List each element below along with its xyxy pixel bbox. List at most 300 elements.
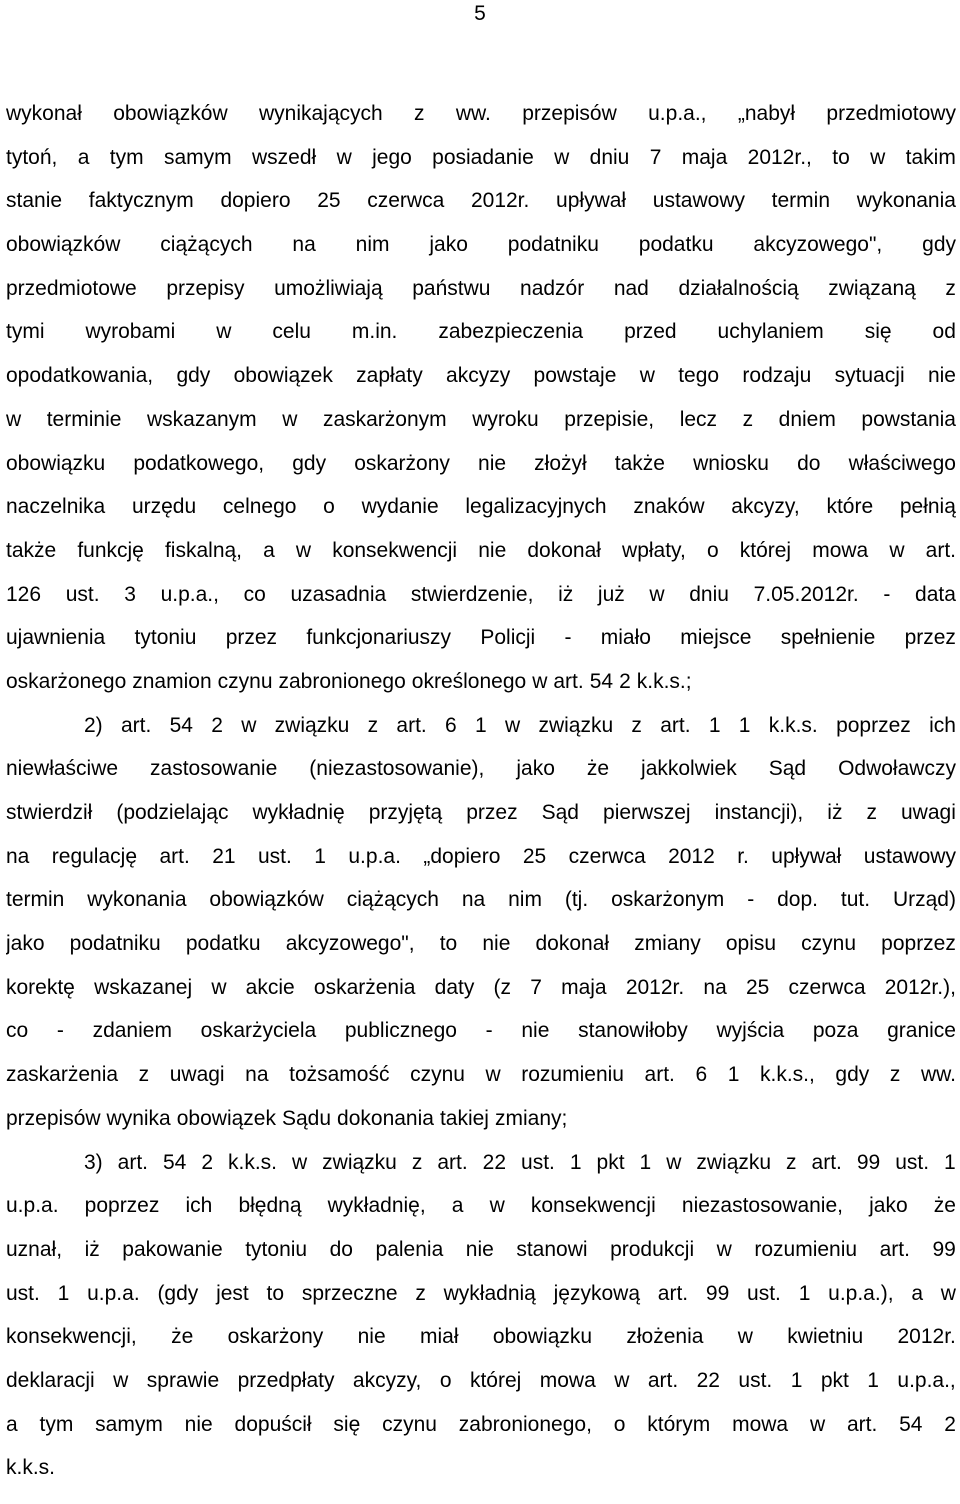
word: wpłaty,	[622, 538, 686, 562]
word: art.	[644, 1063, 675, 1087]
word: zmiany	[634, 932, 701, 956]
word: jego	[372, 145, 412, 169]
word: z	[945, 276, 956, 300]
word: do	[329, 1237, 353, 1261]
word: zdaniem	[92, 1019, 172, 1043]
word: 2012r.	[470, 189, 530, 213]
word: nim	[508, 888, 542, 912]
word: 1	[57, 1281, 70, 1305]
word: stanowi	[516, 1237, 588, 1261]
word: 25	[745, 975, 770, 999]
word: z	[138, 1063, 150, 1087]
word: związku	[322, 1150, 397, 1174]
text-line	[6, 446, 956, 490]
word: na	[6, 844, 30, 868]
word: przez	[904, 626, 956, 650]
word: maja	[561, 975, 607, 999]
word: państwu	[412, 276, 491, 300]
text-line	[6, 664, 956, 708]
word: w	[809, 1412, 826, 1436]
word: -	[485, 1019, 493, 1043]
word: art.	[117, 1150, 149, 1174]
word: 2	[944, 1412, 956, 1436]
word: 7.05.2012r.	[753, 582, 859, 606]
word: dokonał	[535, 932, 610, 956]
word: celnego	[222, 495, 297, 519]
word: przez	[466, 801, 518, 824]
word: w	[241, 713, 257, 737]
word: 2	[201, 1150, 214, 1174]
word: nie	[478, 538, 507, 562]
word: w	[870, 145, 886, 169]
text-line	[6, 1407, 956, 1451]
word: ust.	[65, 582, 100, 606]
word: poprzez	[836, 713, 911, 737]
word: upływał	[771, 844, 842, 868]
text-line	[6, 1188, 956, 1232]
word: 2012r.),	[884, 975, 956, 999]
word: dniu	[589, 145, 630, 169]
word: iż	[558, 582, 574, 606]
word: 99	[705, 1281, 730, 1305]
word: a	[77, 145, 90, 169]
word: daty	[434, 975, 475, 999]
word: dopiero	[220, 189, 291, 213]
word: 25	[317, 189, 341, 213]
word: ust.	[6, 1281, 40, 1305]
word: 2	[619, 669, 631, 693]
page-number: 5	[474, 2, 486, 25]
text-line	[6, 839, 956, 883]
word: 99	[856, 1150, 881, 1174]
word: 1	[569, 1150, 582, 1174]
word: nie	[482, 932, 511, 956]
word: celu	[272, 320, 311, 344]
word: nie	[521, 1019, 550, 1043]
word: zapłaty	[356, 364, 423, 388]
word: że	[171, 1325, 194, 1349]
word: a	[263, 538, 275, 562]
word: 1	[944, 1150, 956, 1174]
word: k.k.s.	[6, 1456, 56, 1480]
word: o	[323, 495, 335, 519]
word: 1	[738, 713, 751, 737]
word: jako	[6, 932, 45, 956]
word: naczelnika	[6, 495, 106, 519]
word: tytoniu	[134, 626, 197, 650]
word: dopuścił	[234, 1412, 312, 1436]
word: -	[564, 626, 572, 650]
word: opisu	[725, 932, 777, 956]
word: opodatkowania,	[6, 364, 154, 388]
word: „dopiero	[423, 844, 501, 868]
word: na	[292, 233, 316, 257]
word: czerwca	[568, 844, 646, 868]
word: 22	[696, 1368, 720, 1392]
word: w	[940, 1281, 956, 1305]
word: 1	[314, 844, 326, 868]
word: 54	[899, 1412, 923, 1436]
word: dniem	[778, 407, 836, 431]
word: iż	[827, 801, 843, 824]
word: pełnią	[899, 495, 956, 519]
word: art.	[437, 1150, 468, 1174]
word: obowiązków	[6, 233, 121, 257]
word: wydanie	[361, 495, 439, 519]
word: powstania	[861, 407, 956, 431]
word: 1	[639, 1150, 652, 1174]
word: w	[336, 145, 352, 169]
word: r.	[737, 844, 749, 868]
word: obowiązek	[176, 1106, 276, 1130]
word: data	[915, 582, 956, 606]
word: 1	[798, 1281, 811, 1305]
word: akcyzy,	[352, 1368, 422, 1392]
word: zaskarżonym	[322, 407, 447, 431]
word: także	[6, 538, 57, 562]
text-line	[6, 227, 956, 271]
word: rozumieniu	[754, 1237, 858, 1261]
word: które	[826, 495, 874, 519]
word: 1	[475, 713, 487, 737]
word: obowiązków	[113, 102, 228, 125]
word: co	[6, 1019, 29, 1043]
word: z	[866, 801, 877, 824]
word: z	[367, 713, 379, 737]
word: art.	[120, 713, 152, 737]
word: gdy	[176, 364, 211, 388]
word: związaną	[828, 276, 916, 300]
text-line	[6, 577, 956, 621]
word: 54	[169, 713, 193, 737]
word: ust.	[738, 1368, 773, 1392]
word: art.	[879, 1237, 910, 1261]
word: sytuacji	[834, 364, 905, 388]
text-line	[6, 402, 956, 446]
word: dokonania	[337, 1106, 434, 1130]
word: w	[6, 407, 22, 431]
word: spełnienie	[780, 626, 876, 650]
word: (podzielając	[116, 801, 229, 824]
text-line	[6, 620, 956, 664]
word: oskarżonego	[6, 669, 127, 693]
word: tego	[678, 364, 720, 388]
word: w	[211, 975, 227, 999]
word: Urząd)	[892, 888, 956, 912]
text-line	[6, 1101, 956, 1145]
word: m.in.	[351, 320, 398, 344]
word: tut.	[840, 888, 871, 912]
text-line	[6, 183, 956, 227]
word: nie	[478, 451, 507, 475]
text-line	[6, 882, 956, 926]
word: stwierdzenie,	[410, 582, 534, 606]
text-line	[6, 1319, 956, 1363]
word: mowa	[812, 538, 869, 562]
word: u.p.a.	[87, 1281, 140, 1305]
word: co	[243, 582, 266, 606]
word: art.	[553, 669, 584, 693]
word: takiej	[439, 1106, 489, 1130]
word: a	[451, 1194, 464, 1218]
word: tożsamość	[289, 1063, 390, 1087]
word: zaskarżenia	[6, 1063, 119, 1087]
word: w	[666, 1150, 682, 1174]
word: niewłaściwe	[6, 757, 119, 781]
document-body	[6, 96, 956, 1494]
word: działalnością	[678, 276, 799, 300]
word: uchylaniem	[717, 320, 824, 344]
word: art.	[811, 1150, 842, 1174]
text-line	[6, 140, 956, 184]
word: rodzaju	[742, 364, 812, 388]
word: zabezpieczenia	[438, 320, 584, 344]
word: z	[786, 1150, 797, 1174]
word: art.	[396, 713, 427, 737]
word: czynu	[801, 932, 857, 956]
word: akcyzowego",	[285, 932, 415, 956]
word: związku	[538, 713, 614, 737]
word: to	[439, 932, 458, 956]
word: 54	[163, 1150, 187, 1174]
word: się	[333, 1412, 361, 1436]
word: akcyzy	[446, 364, 511, 388]
word: nie	[184, 1412, 213, 1436]
word: wyrobami	[85, 320, 176, 344]
word: w	[614, 1368, 630, 1392]
word: 25	[522, 844, 547, 868]
word: 3	[124, 582, 136, 606]
word: w	[485, 1063, 501, 1087]
word: funkcję	[77, 538, 144, 562]
word: jako	[429, 233, 468, 257]
word: przedmiotowe	[6, 276, 137, 300]
word: w	[504, 713, 521, 737]
word: czynu	[217, 669, 273, 693]
text-line	[6, 926, 956, 970]
word: błędną	[238, 1194, 302, 1218]
word: językową	[553, 1281, 640, 1305]
word: pkt	[820, 1368, 849, 1392]
word: zabronionego	[278, 669, 406, 693]
word: k.k.s.;	[636, 669, 692, 693]
word: pakowanie	[122, 1237, 223, 1261]
word: tytoniu	[245, 1237, 308, 1261]
word: 6	[695, 1063, 708, 1087]
word: w	[292, 1150, 308, 1174]
word: w	[113, 1368, 129, 1392]
word: ciążących	[346, 888, 439, 912]
word: zabronionego,	[458, 1412, 592, 1436]
word: czynu	[410, 1063, 465, 1087]
word: a	[911, 1281, 923, 1305]
word: rozumieniu	[521, 1063, 624, 1087]
word: art.	[660, 713, 691, 737]
word: nad	[613, 276, 649, 300]
word: 22	[482, 1150, 507, 1174]
word: związku	[696, 1150, 772, 1174]
word: u.p.a.),	[828, 1281, 894, 1305]
word: o	[613, 1412, 626, 1436]
word: ustawowy	[863, 844, 956, 868]
word: takim	[905, 145, 956, 169]
word: -	[883, 582, 891, 606]
word: wykładnię	[252, 801, 345, 824]
word: pierwszej	[603, 801, 691, 824]
word: także	[614, 451, 665, 475]
word: miał	[419, 1325, 459, 1349]
word: 21	[212, 844, 236, 868]
word: że	[586, 757, 610, 781]
word: Odwoławczy	[838, 757, 956, 781]
word: termin	[6, 888, 65, 912]
word: „nabył	[737, 102, 796, 125]
word: złożenia	[626, 1325, 704, 1349]
word: nie	[927, 364, 956, 388]
word: gdy	[922, 233, 956, 257]
word: 1	[790, 1368, 803, 1392]
text-line	[6, 1145, 956, 1189]
word: poprzez	[84, 1194, 160, 1218]
word: tym	[109, 145, 144, 169]
word: z	[415, 1281, 426, 1305]
word: podatku	[638, 233, 714, 257]
word: której	[469, 1368, 522, 1392]
word: mowa	[732, 1412, 789, 1436]
word: Sąd	[768, 757, 807, 781]
word: a	[6, 1412, 18, 1436]
word: właściwego	[848, 451, 956, 475]
word: 2012r.,	[747, 145, 812, 169]
word: w	[639, 364, 655, 388]
word: posiadanie	[432, 145, 534, 169]
word: z	[889, 1063, 901, 1087]
word: z	[742, 407, 754, 431]
word: wszedł	[252, 145, 317, 169]
word: już	[597, 582, 625, 606]
word: oskarżonym	[611, 888, 725, 912]
word: czerwca	[367, 189, 445, 213]
word: niezastosowanie,	[681, 1194, 843, 1218]
word: funkcjonariuszy	[306, 626, 452, 650]
word: oskarżony	[354, 451, 450, 475]
text-line	[6, 271, 956, 315]
word: k.k.s.	[768, 713, 818, 737]
word: 2012r.	[897, 1325, 956, 1349]
word: nie	[357, 1325, 386, 1349]
word: 54	[589, 669, 614, 693]
text-line	[6, 1057, 956, 1101]
word: którym	[647, 1412, 711, 1436]
word: tytoń,	[6, 145, 58, 169]
word: konsekwencji	[530, 1194, 656, 1218]
word: w	[282, 407, 298, 431]
word: u.p.a.	[6, 1194, 59, 1218]
word: nie	[465, 1237, 494, 1261]
word: przez	[225, 626, 278, 650]
word: 2)	[84, 713, 103, 737]
word: wniosku	[693, 451, 769, 475]
word: z	[411, 1150, 423, 1174]
word: ust.	[521, 1150, 555, 1174]
word: iż	[84, 1237, 100, 1261]
word: ustawowy	[652, 189, 745, 213]
word: wynikających	[258, 102, 383, 125]
word: obowiązku	[492, 1325, 593, 1349]
word: z	[414, 102, 425, 125]
word: u.p.a.	[348, 844, 401, 868]
word: 1	[708, 713, 721, 737]
word: podatkowego,	[133, 451, 265, 475]
word: przyjętą	[368, 801, 443, 824]
word: 1	[727, 1063, 740, 1087]
word: k.k.s.	[228, 1150, 278, 1174]
word: sprzeczne	[301, 1281, 398, 1305]
word: (tj.	[564, 888, 589, 912]
word: stanowiłoby	[578, 1019, 688, 1043]
word: deklaracji	[6, 1368, 95, 1392]
word: art.	[846, 1412, 878, 1436]
word: pkt	[596, 1150, 625, 1174]
word: wykładnią	[443, 1281, 536, 1305]
word: ust.	[895, 1150, 930, 1174]
word: oskarżony	[227, 1325, 324, 1349]
word: ujawnienia	[6, 626, 106, 650]
word: 3)	[84, 1150, 103, 1174]
word: instancji),	[714, 801, 804, 824]
word: o	[706, 538, 719, 562]
text-line	[6, 358, 956, 402]
word: czerwca	[788, 975, 866, 999]
word: art.	[647, 1368, 679, 1392]
word: tym	[39, 1412, 74, 1436]
word: akcyzowego",	[753, 233, 883, 257]
word: gdy	[292, 451, 327, 475]
word: uwagi	[900, 801, 956, 824]
word: u.p.a.,	[897, 1368, 956, 1392]
word: w	[216, 320, 232, 344]
word: umożliwiają	[274, 276, 383, 300]
word: związku	[274, 713, 350, 737]
word: do	[797, 451, 821, 475]
word: znamion	[132, 669, 212, 693]
word: wykonania	[856, 189, 956, 213]
word: tymi	[6, 320, 45, 344]
word: określonego	[411, 669, 527, 693]
word: z	[631, 713, 642, 737]
word: uwagi	[169, 1063, 225, 1087]
word: akcie	[245, 975, 295, 999]
word: obowiązków	[209, 888, 324, 912]
word: wykonał	[6, 102, 82, 125]
word: powstaje	[533, 364, 617, 388]
text-line	[6, 1013, 956, 1057]
word: nadzór	[520, 276, 585, 300]
text-line	[6, 1232, 956, 1276]
word: dniu	[689, 582, 729, 606]
word: ust.	[257, 844, 292, 868]
word: Sąd	[541, 801, 579, 824]
word: obowiązek	[233, 364, 333, 388]
word: oskarżenia	[313, 975, 416, 999]
word: w	[716, 1237, 732, 1261]
word: jest	[216, 1281, 249, 1305]
word: jakkolwiek	[641, 757, 737, 781]
word: 6	[445, 713, 457, 737]
word: -	[747, 888, 755, 912]
word: (z	[493, 975, 512, 999]
word: kwietniu	[787, 1325, 864, 1349]
